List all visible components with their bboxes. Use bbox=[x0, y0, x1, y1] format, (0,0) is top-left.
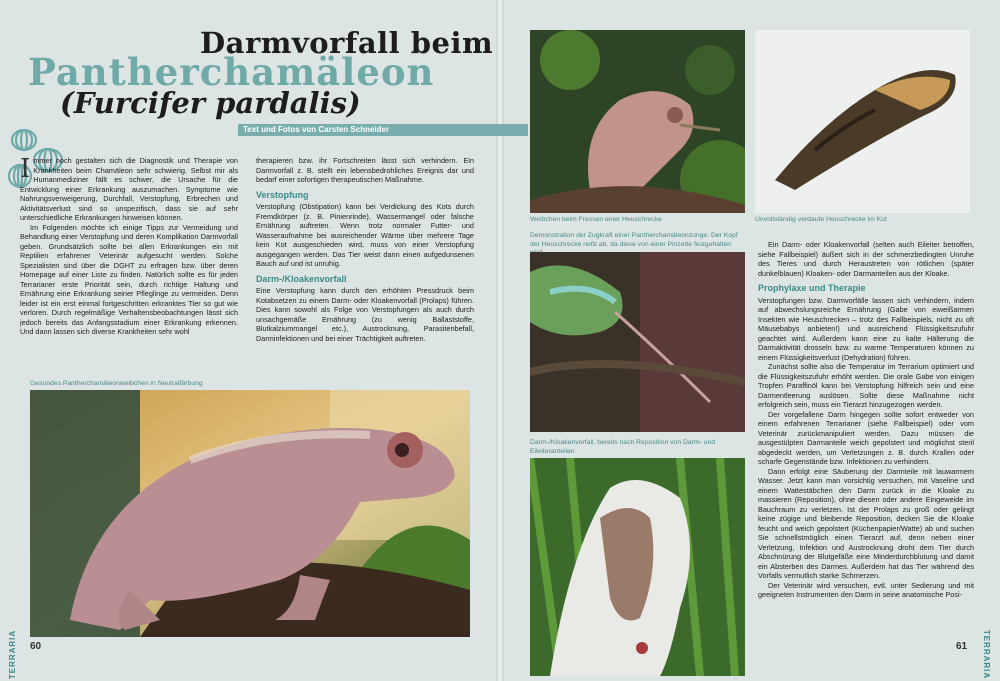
body-paragraph: Verstopfung (Obstipation) kann bei Verdickung des Kots durch Fremdkörper (z. B. Pinienrinde), Wassermangel oder falsche Ernährung auftreten. Wenn trotz normaler Futter- und Wasseraufnahme bei ausreichender Wärme über mehrere Tage kein Kot ausgeschieden wird, muss von einer Verstopfung ausgegangen werden. Das Tier weist dann einen aufgedunsenen Bauch auf und ist unruhig. bbox=[256, 202, 474, 268]
photo-tongue bbox=[530, 252, 745, 432]
page-number-left: 60 bbox=[30, 641, 42, 652]
page-gutter bbox=[496, 0, 504, 681]
section-heading-darmvorfall: Darm-/Kloakenvorfall bbox=[256, 273, 347, 284]
caption-feces: Unvollständig verdaute Heuschrecke im Kot bbox=[755, 216, 887, 223]
body-paragraph: Zunächst sollte also die Temperatur im Terrarium optimiert und die Flüssigkeitszufuhr erhöht werden. Die orale Gabe von einigen Tropfen Paraffinöl kann bei Verstopfung hilfreich sein und eine Darmentleerung auslösen. Sollte diese Maßnahme nicht erfolgreich sein, muss ein Tierarzt hinzugezogen werden. bbox=[758, 362, 974, 409]
title-line-2: Pantherchamäleon bbox=[28, 50, 435, 94]
drop-cap: I bbox=[20, 156, 31, 184]
left-column-1 bbox=[20, 156, 238, 368]
photo-feeding bbox=[530, 30, 745, 213]
body-paragraph: Eine Verstopfung kann durch den erhöhten Pressdruck beim Kotabsetzen zu einem Darm- oder Kloakenvorfall (Prolaps) führen. Dies kann sowohl als Folge von Verstopfungen als auch durch unsachgemäße Ernährung (zu wenig Ballaststoffe, Blutkalziummangel etc.), Austrocknung, Parasitenbefall, Darminfektionen und bei einer Trächtigkeit auftreten. bbox=[256, 286, 474, 343]
photo-prolapse bbox=[530, 458, 745, 676]
caption-prolapse: Darm-/Kloakenvorfall, bereits nach Reposition von Darm- und Eileiteranteilen bbox=[530, 439, 716, 455]
body-paragraph: therapieren bzw. ihr Fortschreiten lässt sich verhindern. Ein Darmvorfall z. B. stellt ein lebensbedrohliches Ereignis dar und bedarf einer sofortigen therapeutischen Maßnahme. bbox=[256, 156, 474, 184]
body-paragraph: Der Veterinär wird versuchen, evtl. unter Sedierung und mit geeigneten Instrumenten den Darm in seine anatomische Posi- bbox=[758, 580, 974, 599]
section-heading-prophylaxe: Prophylaxe und Therapie bbox=[758, 283, 866, 293]
brand-left: TERRARIA bbox=[8, 629, 18, 680]
body-paragraph: Der vorgefallene Darm hingegen sollte sofort entweder von einem erfahrenen Terrarianer (siehe Fallbeispiel) oder vom Veterinär zurückmanipuliert werden. Dazu müssen die ausgestülpten Darmanteile weich gepolstert und möglichst steril abgedeckt werden, um Verletzungen z. B. durch Krallen oder scharfe Gegenstände bzw. Infektionen zu verhindern. bbox=[758, 409, 974, 466]
title-line-1: Darmvorfall beim bbox=[200, 26, 494, 60]
caption-tongue: Demonstration der Zugkraft einer Pantherchamäleonzunge: Der Kopf der Heuschrecke reißt ab, da diese von einer Pinzette festgehalten bbox=[530, 232, 738, 248]
photo-feces bbox=[755, 30, 970, 213]
body-paragraph: Ein Darm- oder Kloakenvorfall (selten auch Eileiter betroffen, siehe Fallbeispiel) äußert sich in der schmerzbedingten Unruhe des Tieres und durch Heraustreten von rötlichen (später dunkelblauen) Kloaken- oder Darmanteilen aus der Kloake. bbox=[758, 240, 974, 278]
section-heading-verstopfung: Verstopfung bbox=[256, 189, 309, 200]
page-number-right: 61 bbox=[956, 641, 968, 652]
intro-paragraph: Immer noch gestalten sich die Diagnostik und Therapie von Krankheiten beim Chamäleon sehr schwierig. Selbst mir als Humanmediziner fällt es schwer, die Ursache für die Entwicklung einer Erkrankung auszumachen. Symptome wie Nahrungsverweigerung, Durchfall, Verstopfung, Erbrechen und Aktivitätsverlust sind so unspezifisch, dass sie auf sehr unterschiedliche Erkrankungen hinweisen können. bbox=[20, 156, 238, 222]
body-paragraph: Im Folgenden möchte ich einige Tipps zur Vermeidung und Behandlung einer Verstopfung und deren Komplikation Darmvorfall geben. Grundsätzlich sollte bei allen Erkrankungen ein mit Reptilien erfahrener Veterinär aufgesucht werden. Solche Spezialisten sind über die DGHT zu erfragen bzw. über deren Homepage auf einer Liste zu finden. Natürlich sollte es für jeden Terrarianer erste Priorität sein, durch richtige Haltung und Ernährung eine Erkrankung seiner Pfleglinge zu vermeiden. Denn leider ist ein erst einmal fortgeschritten erkranktes Tier so gut wie verloren. Durch regelmäßige Verhaltensbeobachtungen lässt sich jedoch bereits das Anfangsstadium einer Erkrankung erkennen. Und dann lassen sich diverse Krankheiten sehr wohl bbox=[20, 222, 238, 336]
right-column bbox=[758, 240, 974, 660]
body-paragraph: Dann erfolgt eine Säuberung der Darmteile mit lauwarmem Wasser. Jetzt kann man vorsichtig versuchen, mit Vaseline und einem Wattestäbchen den Darm zurück in die Kloake zu massieren (Reposition), ohne diesen oder andere Eingeweide im Bauchraum zu verletzen. Ist der Prolaps zu groß oder gelingt keine zügige und bleibende Reposition, decken Sie die Kloake feucht und weich gepolstert (Küchenpapier/Watte) ab und suchen Sie schnellstmöglich einen Tierarzt auf, denn neben einer Verletzung, Infektion und Austrocknung droht dem Tier durch Abschnürung der Blutgefäße eine Minderdurchblutung und damit ein Absterben des Darmes. Außerdem hat das Tier während des Vorfalls vermutlich starke Schmerzen. bbox=[758, 466, 974, 580]
caption-feeding: Weibchen beim Fressen einer Heuschrecke bbox=[530, 216, 662, 223]
author-line: Text und Fotos von Carsten Schneider bbox=[243, 125, 390, 134]
title-line-3: (Furcifer pardalis) bbox=[60, 86, 361, 120]
body-paragraph: Verstopfungen bzw. Darmvorfälle lassen sich verhindern, indem auf abwechslungsreiche Ernährung (Gabe von eiweißarmen Insekten wie Heuschrecken – trotz des Fallbeispiels, nicht zu oft Mäusebabys anbieten!) und ausreichend Flüssigkeitszufuhr geachtet wird. Außerdem kann eine zu kalte Hälterung die Darmaktivität drosseln bzw. zu warme Temperaturen können zu einem Flüssigkeitsverlust (Dehydration) führen. bbox=[758, 295, 974, 362]
brand-right: TERRARIA bbox=[982, 629, 992, 680]
chameleon-main-photo bbox=[30, 390, 470, 637]
caption-main-photo: Gesundes Pantherchamäleonweibchen in Neutralfärbung bbox=[30, 380, 203, 387]
left-column-2 bbox=[256, 156, 474, 368]
